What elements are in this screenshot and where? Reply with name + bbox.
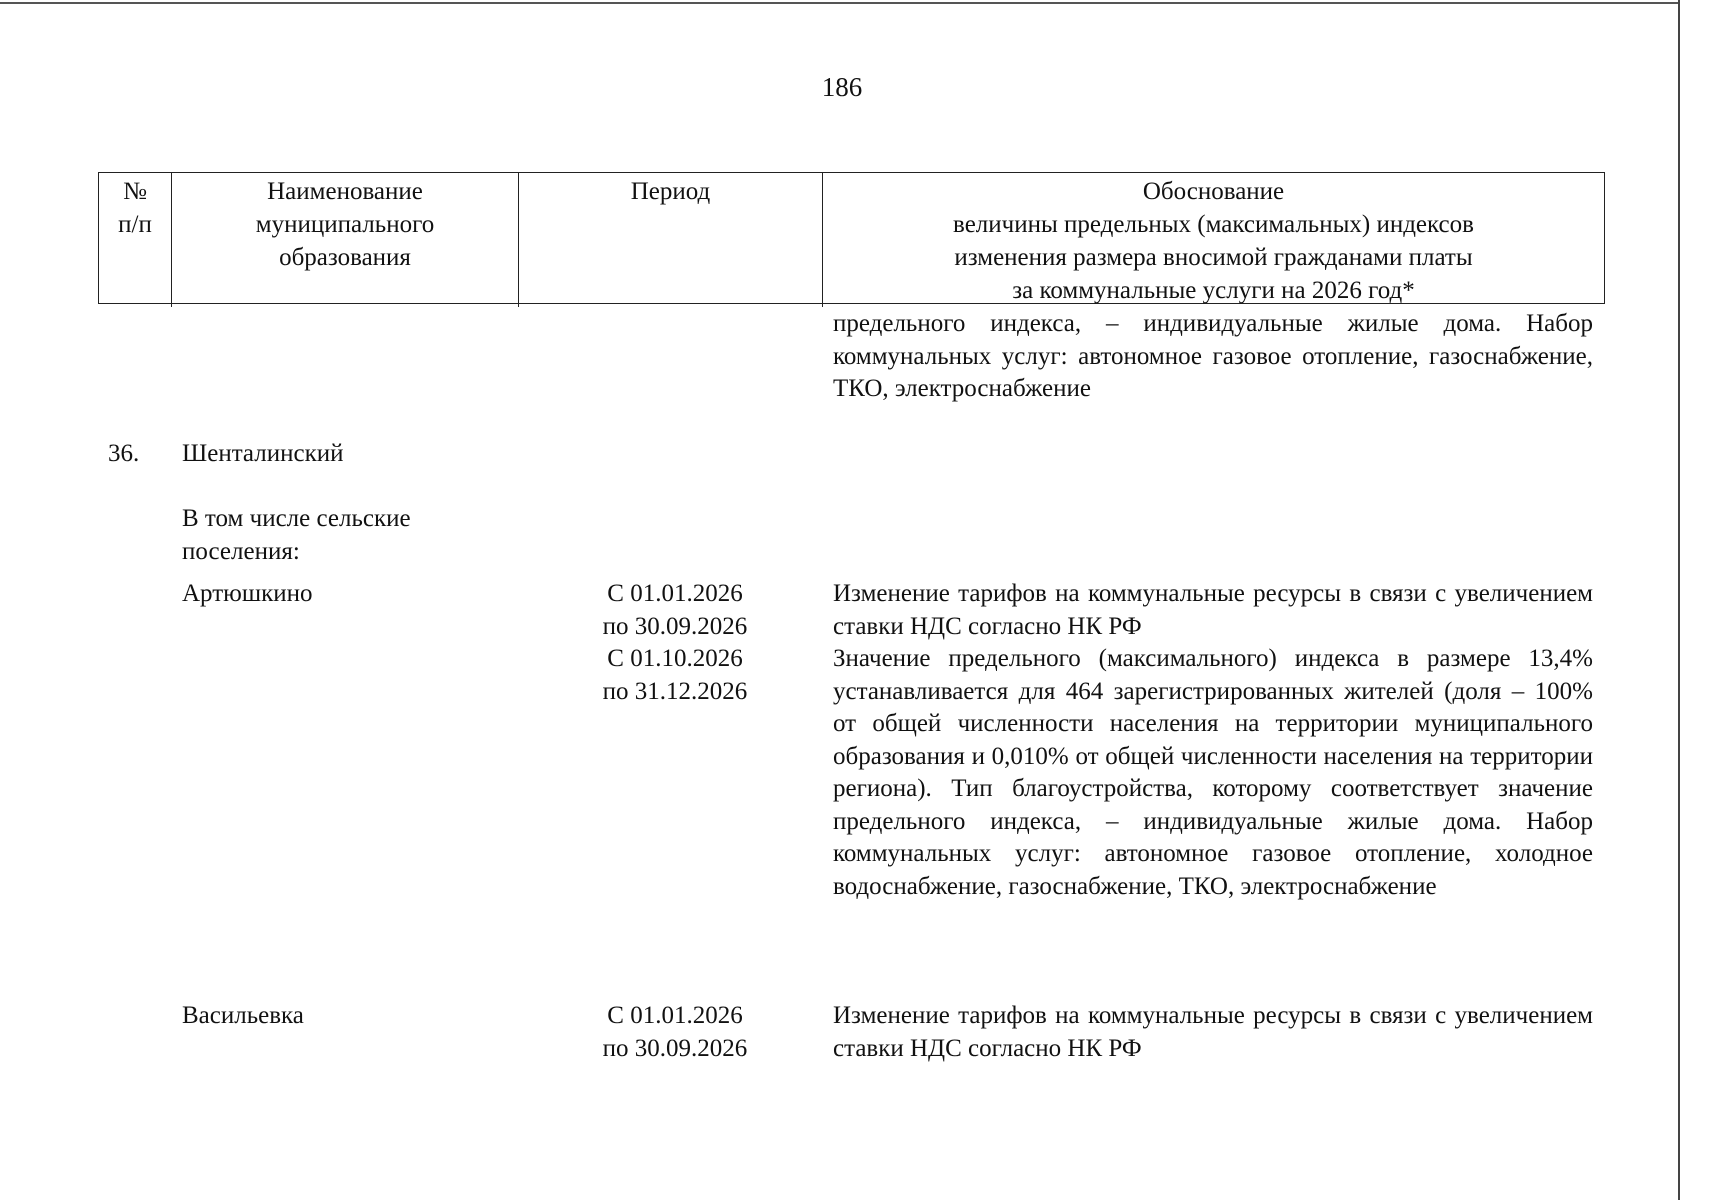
header-period-column: Период — [518, 173, 822, 307]
settlement-justification-tariff: Изменение тарифов на коммунальные ресурсы в связи с увеличением ставки НДС согласно НК РФ — [833, 580, 1593, 640]
municipality-number: 36. — [108, 440, 140, 467]
page-number: 186 — [821, 72, 863, 102]
settlement-period: С 01.01.2026 по 30.09.2026 — [602, 1002, 748, 1062]
header-municipality-column: Наименование муниципального образования — [171, 173, 518, 307]
continuation-justification: предельного индекса, – индивидуальные жилые дома. Набор коммунальных услуг: автономное газовое отопление, газоснабжение, ТКО, электроснабжение — [833, 310, 1593, 402]
header-number-column: № п/п — [118, 178, 152, 238]
settlement-justification-tariff: Изменение тарифов на коммунальные ресурсы в связи с увеличением ставки НДС согласно НК РФ — [833, 1002, 1593, 1062]
header-justification-column: Обоснование величины предельных (максимальных) индексов изменения размера вносимой гражданами платы за коммунальные услуги на 2026 год* — [822, 173, 1604, 307]
settlement-name: Васильевка — [182, 1002, 304, 1029]
settlement-name: Артюшкино — [182, 580, 313, 607]
municipality-name: Шенталинский — [182, 440, 344, 467]
settlement-justification-index: Значение предельного (максимального) индекса в размере 13,4% устанавливается для 464 зарегистрированных жителей (доля – 100% от общей численности населения на территории муниципального образования и 0,010% от общей численности населения на территории региона). Тип благоустройства, которому соответствует значение предельного индекса, – индивидуальные жилые дома. Набор коммунальных услуг: автономное газовое отопление, холодное водоснабжение, газоснабжение, ТКО, электроснабжение — [833, 645, 1593, 900]
settlement-period: С 01.01.2026 по 30.09.2026 С 01.10.2026 по 31.12.2026 — [602, 580, 748, 705]
settlements-subheading: В том числе сельские поселения: — [182, 505, 411, 565]
